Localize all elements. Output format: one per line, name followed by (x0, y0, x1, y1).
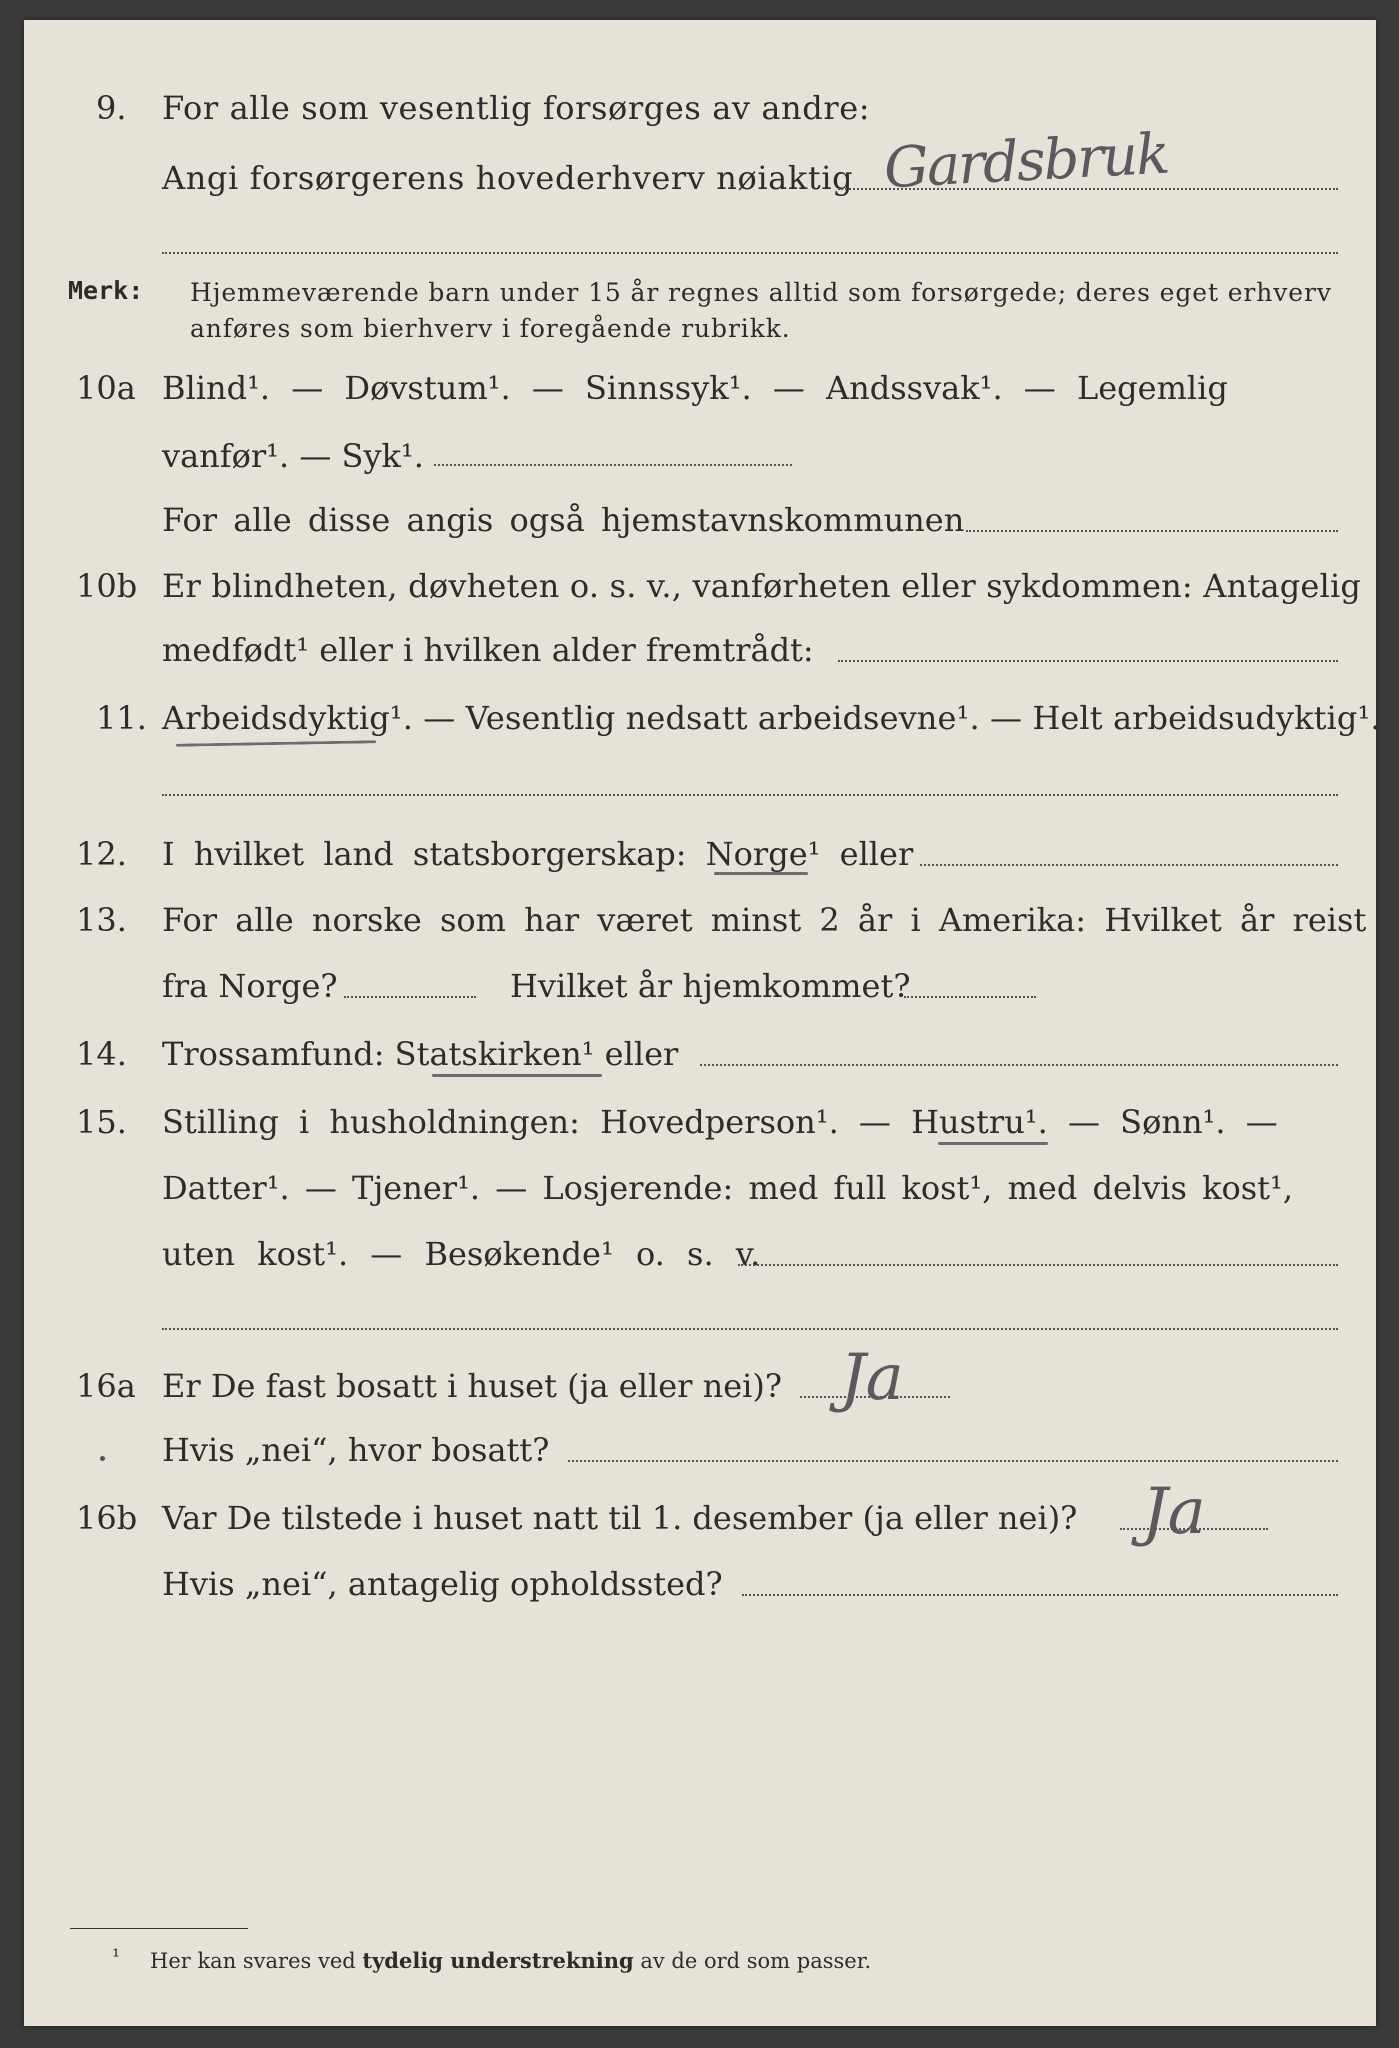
q11-extra-line[interactable] (162, 794, 1338, 796)
q16a-line1: Er De fast bosatt i huset (ja eller nei)? (162, 1367, 783, 1405)
q10b-number: 10b (76, 567, 138, 605)
q10a-answer-line[interactable] (434, 464, 792, 466)
footnote-text (150, 1950, 871, 1972)
ink-speck (100, 1456, 105, 1461)
merk-label: Merk: (68, 276, 144, 305)
q14-number: 14. (76, 1035, 127, 1073)
q13-line1: For alle norske som har været minst 2 år i Amerika: Hvilket år reist (162, 901, 1367, 939)
q9-extra-line[interactable] (162, 252, 1338, 254)
q15-line2: Datter¹. — Tjener¹. — Losjerende: med full kost¹, med delvis kost¹, (162, 1169, 1294, 1207)
q11-arbeidsdyktig-underline (176, 740, 376, 746)
q10a-line1: Blind¹. — Døvstum¹. — Sinnssyk¹. — Andssvak¹. — Legemlig (162, 369, 1228, 407)
footnote-text-post: av de ord som passer. (640, 1949, 872, 1973)
q13-number: 13. (76, 901, 127, 939)
q12-norge-underline (714, 872, 808, 875)
q16a-number: 16a (76, 1367, 136, 1405)
q12-answer-line[interactable] (920, 864, 1338, 866)
q15-line3: uten kost¹. — Besøkende¹ o. s. v. (162, 1235, 761, 1273)
q11-number: 11. (96, 699, 147, 737)
q14-statskirken-underline (432, 1074, 602, 1077)
q15-extra-line[interactable] (162, 1328, 1338, 1330)
q15-hustru-underline (938, 1142, 1048, 1145)
q16b-line1: Var De tilstede i huset natt til 1. desember (ja eller nei)? (162, 1499, 1078, 1537)
q13-line2b: Hvilket år hjemkommet? (510, 967, 911, 1005)
q15-number: 15. (76, 1103, 127, 1141)
census-form-page (24, 20, 1381, 2026)
footnote-mark: ¹ (112, 1944, 121, 1968)
q9-handwritten-answer: Gardsbruk (882, 121, 1170, 202)
q9-line2: Angi forsørgerens hovederhverv nøiaktig (162, 159, 854, 197)
q16b-line2: Hvis „nei“, antagelig opholdssted? (162, 1565, 723, 1603)
q13-hjemkommet-line[interactable] (904, 996, 1036, 998)
q10b-line1: Er blindheten, døvheten o. s. v., vanførheten eller sykdommen: Antagelig (162, 567, 1362, 605)
q16b-number: 16b (76, 1499, 138, 1537)
q10a-number: 10a (76, 369, 136, 407)
q13-line2a: fra Norge? (162, 967, 338, 1005)
footnote-rule (70, 1928, 248, 1929)
q16b-opholdssted-line[interactable] (742, 1594, 1338, 1596)
q16a-handwritten-answer: Ja (840, 1341, 904, 1415)
q9-number: 9. (96, 89, 127, 127)
q12-line1: I hvilket land statsborgerskap: Norge¹ eller (162, 835, 914, 873)
q9-line1: For alle som vesentlig forsørges av andre: (162, 89, 871, 127)
footnote-text-bold: tydelig understrekning (362, 1948, 634, 1973)
q16a-line2: Hvis „nei“, hvor bosatt? (162, 1431, 550, 1469)
footnote-text-pre: Her kan svares ved (150, 1949, 356, 1973)
q15-answer-line[interactable] (738, 1264, 1338, 1266)
q12-number: 12. (76, 835, 127, 873)
merk-line2: anføres som bierhverv i foregående rubrikk. (190, 314, 791, 343)
q15-line1: Stilling i husholdningen: Hovedperson¹. — Hustru¹. — Sønn¹. — (162, 1103, 1278, 1141)
q14-answer-line[interactable] (700, 1064, 1338, 1066)
q10a-line3: For alle disse angis også hjemstavnskommunen (162, 501, 965, 539)
q10b-line2: medfødt¹ eller i hvilken alder fremtrådt: (162, 631, 814, 669)
q10a-line2: vanfør¹. — Syk¹. (162, 437, 424, 475)
q10b-answer-line[interactable] (838, 660, 1338, 662)
q13-reist-line[interactable] (344, 996, 476, 998)
q10a-hjemstavn-line[interactable] (966, 530, 1338, 532)
q14-line1: Trossamfund: Statskirken¹ eller (162, 1035, 679, 1073)
q11-line1: Arbeidsdyktig¹. — Vesentlig nedsatt arbeidsevne¹. — Helt arbeidsudyktig¹. (162, 699, 1381, 737)
merk-line1: Hjemmeværende barn under 15 år regnes alltid som forsørgede; deres eget erhverv (190, 278, 1332, 307)
q16a-bosatt-line[interactable] (568, 1460, 1338, 1462)
q16b-handwritten-answer: Ja (1142, 1475, 1206, 1549)
